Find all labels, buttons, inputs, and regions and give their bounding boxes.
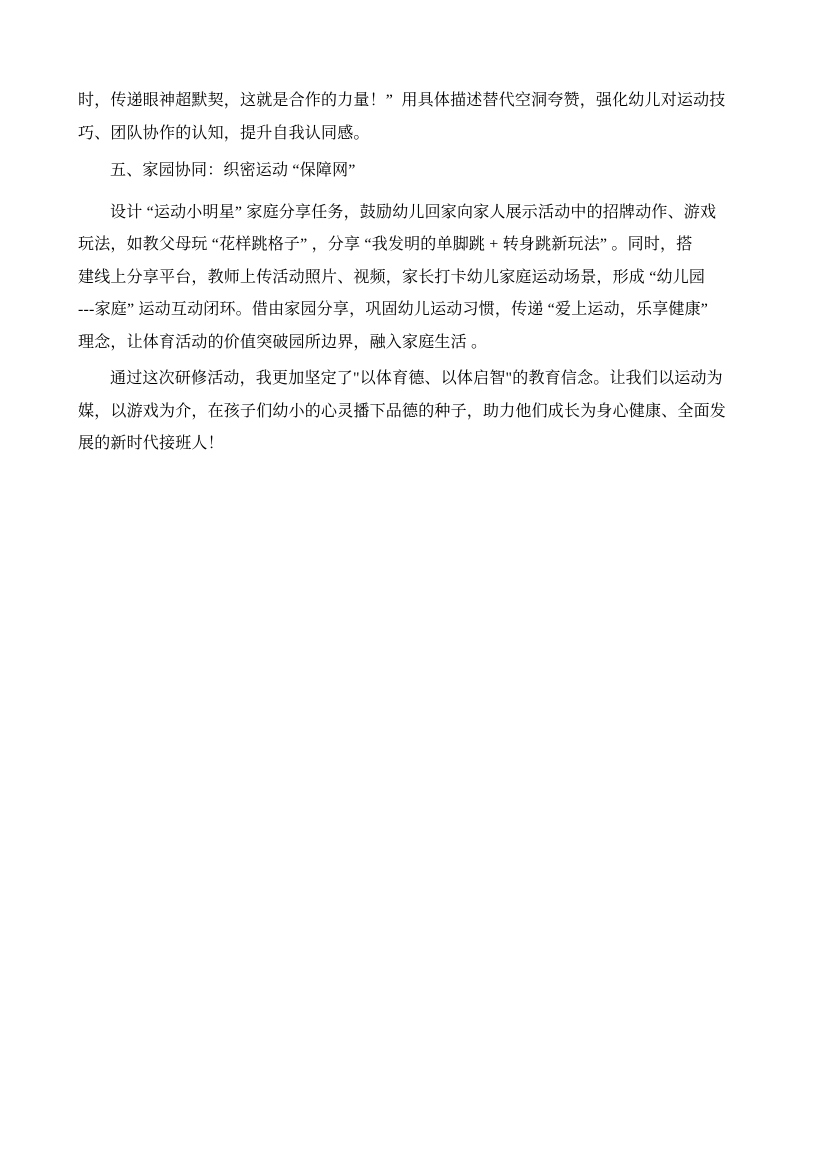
- text-line: 理念，让体育活动的价值突破园所边界，融入家庭生活 。: [78, 333, 488, 351]
- text-line: 巧、团队协作的认知，提升自我认同感。: [78, 124, 370, 142]
- text-line: 时，传递眼神超默契，这就是合作的力量！” 用具体描述替代空洞夸赞，强化幼儿对运动技: [78, 92, 726, 109]
- paragraph-family-collaboration: [78, 197, 757, 360]
- text-line: 通过这次研修活动，我更加坚定了"以体育德、以体启智"的教育信念。让我们以运动为: [110, 370, 723, 387]
- section-heading-block: [78, 155, 757, 188]
- paragraph-conclusion: [78, 363, 757, 461]
- text-line: 玩法，如教父母玩 “花样跳格子” ，分享 “我发明的单脚跳 + 转身跳新玩法” 。同时，搭: [78, 236, 693, 253]
- text-line: 建线上分享平台，教师上传活动照片、视频，家长打卡幼儿家庭运动场景，形成 “幼儿园: [78, 268, 706, 286]
- text-line: ---家庭” 运动互动闭环。借由家园分享，巩固幼儿运动习惯，传递 “爱上运动，乐享健康”: [78, 301, 709, 318]
- document-body: [0, 0, 827, 461]
- section-heading: 五、家园协同：织密运动 “保障网”: [110, 162, 356, 179]
- paragraph-continuation: [78, 85, 757, 150]
- text-line: 展的新时代接班人！: [78, 435, 224, 452]
- text-line: 媒，以游戏为介，在孩子们幼小的心灵播下品德的种子，助力他们成长为身心健康、全面发: [78, 402, 727, 420]
- text-line: 设计 “运动小明星” 家庭分享任务，鼓励幼儿回家向家人展示活动中的招牌动作、游戏: [110, 203, 717, 221]
